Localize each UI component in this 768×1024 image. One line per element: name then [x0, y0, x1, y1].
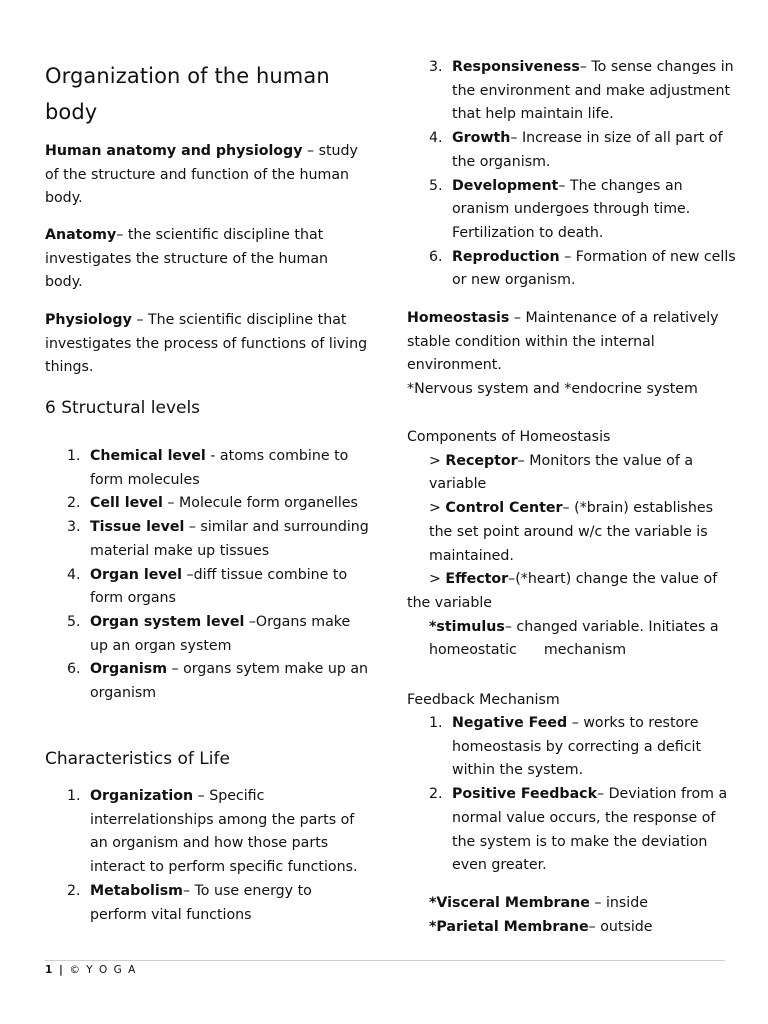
- characteristics-list-right: [407, 56, 737, 293]
- characteristics-list-left: [45, 785, 370, 927]
- page-title: Organization of the human body: [45, 64, 330, 124]
- effector-continuation: the variable: [407, 594, 493, 611]
- feedback-list: [407, 712, 737, 878]
- intro-anatomy: [45, 224, 370, 295]
- list-item: 2. Positive Feedback– Deviation from a normal value occurs, the response of the system is to make the deviation even greater.: [429, 786, 728, 874]
- visceral-membrane: *Visceral Membrane – inside: [429, 895, 648, 911]
- term: Anatomy: [45, 227, 117, 243]
- feedback-block: [407, 689, 737, 713]
- characteristics-heading: Characteristics of Life: [45, 749, 230, 769]
- footer-copyright: © Y O G A: [69, 964, 137, 976]
- structural-levels-list: [45, 445, 370, 706]
- definition: – the scientific discipline that investigates the structure of the human body.: [45, 227, 329, 291]
- page-number: 1: [45, 964, 54, 976]
- footer-separator: |: [53, 964, 70, 976]
- membranes-block: [407, 892, 737, 939]
- list-item: 5. Development– The changes an oranism undergoes through time. Fertilization to death.: [429, 177, 691, 241]
- term: Physiology: [45, 312, 132, 328]
- intro-physiology: [45, 309, 370, 380]
- components-block: [407, 426, 737, 663]
- stimulus: *stimulus– changed variable. Initiates a homeostatic mechanism: [429, 618, 724, 659]
- list-item: 3. Responsiveness– To sense changes in the environment and make adjustment that help maintain life.: [429, 59, 734, 123]
- feedback-heading: Feedback Mechanism: [407, 692, 560, 708]
- receptor: > Receptor– Monitors the value of a variable: [429, 452, 694, 493]
- list-item: 6. Reproduction – Formation of new cells or new organism.: [429, 248, 736, 289]
- homeostasis-definition: Homeostasis – Maintenance of a relatively stable condition within the internal environment.: [407, 310, 719, 374]
- definition: – study of the structure and function of the human body.: [45, 143, 358, 207]
- list-item: 2. Metabolism– To use energy to perform vital functions: [67, 882, 312, 923]
- list-item: 3. Tissue level – similar and surrounding material make up tissues: [67, 519, 369, 559]
- list-item: 6. Organism – organs sytem make up an organism: [67, 661, 369, 702]
- homeostasis-note: *Nervous system and *endocrine system: [407, 381, 698, 398]
- list-item: 2. Cell level – Molecule form organelles: [67, 495, 358, 512]
- components-heading: Components of Homeostasis: [407, 429, 611, 445]
- effector: > Effector–(*heart) change the value of: [429, 571, 718, 588]
- page-footer: [45, 963, 137, 977]
- intro-anatomy-physiology: [45, 140, 370, 211]
- list-item: 1. Chemical level - atoms combine to form molecules: [67, 448, 349, 488]
- list-item: 4. Growth– Increase in size of all part of the organism.: [429, 130, 723, 170]
- list-item: 5. Organ system level –Organs make up an organ system: [67, 613, 351, 654]
- footer-divider: [45, 960, 725, 961]
- control-center: > Control Center– (*brain) establishes the set point around w/c the variable is maintained.: [429, 500, 714, 564]
- structural-levels-heading: 6 Structural levels: [45, 398, 201, 418]
- list-item: 1. Negative Feed – works to restore homeostasis by correcting a deficit within the system.: [429, 715, 702, 779]
- definition: – The scientific discipline that investigates the process of functions of living things.: [45, 312, 368, 376]
- homeostasis-block: [407, 307, 737, 402]
- term: Human anatomy and physiology: [45, 143, 303, 159]
- list-item: 1. Organization – Specific interrelationships among the parts of an organism and how those parts interact to perform specific functions.: [67, 788, 358, 876]
- parietal-membrane: *Parietal Membrane– outside: [429, 918, 653, 935]
- list-item: 4. Organ level –diff tissue combine to form organs: [67, 566, 348, 607]
